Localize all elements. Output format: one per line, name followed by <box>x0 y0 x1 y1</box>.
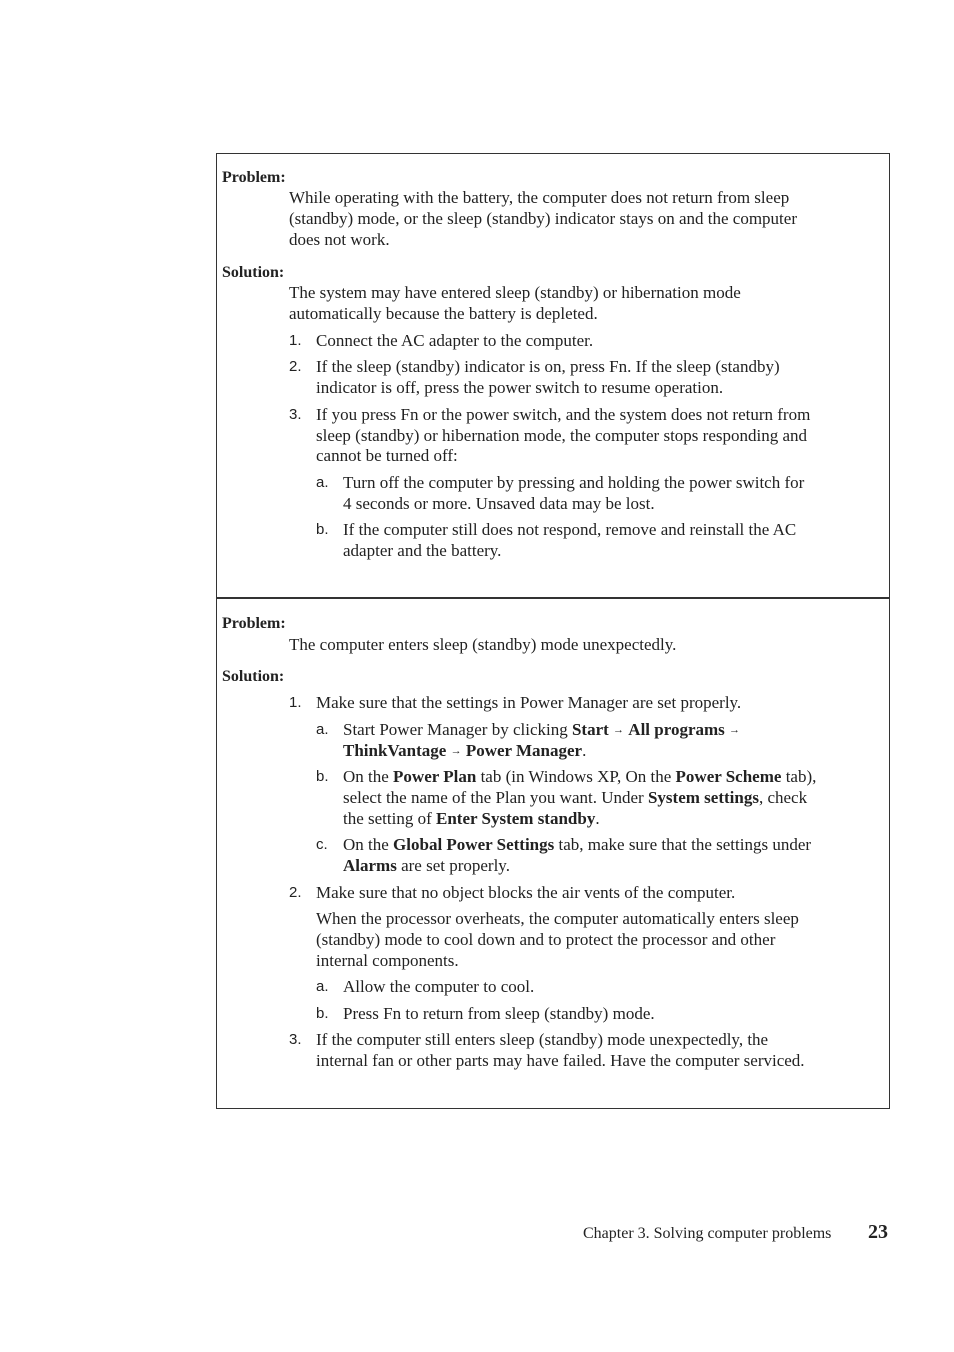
ui-alarms: Alarms <box>343 856 397 875</box>
step-text: If the sleep (standby) indicator is on, press Fn. If the sleep (standby) <box>316 357 780 376</box>
solution-label: Solution: <box>222 668 285 685</box>
step-text: internal fan or other parts may have failed. Have the computer serviced. <box>316 1051 805 1070</box>
problem-text-line: The computer enters sleep (standby) mode unexpectedly. <box>289 635 677 654</box>
substep-text: Press Fn to return from sleep (standby) mode. <box>343 1004 655 1023</box>
solution-label: Solution: <box>222 264 285 281</box>
step-text: indicator is off, press the power switch to resume operation. <box>316 378 724 397</box>
step-number: 2. <box>289 358 302 375</box>
substep-text <box>343 766 816 787</box>
ui-system-settings: System settings <box>647 788 759 807</box>
step-text: Make sure that no object blocks the air vents of the computer. <box>316 883 736 902</box>
step-number: 1. <box>289 694 302 711</box>
substep-text <box>343 719 740 741</box>
text-span: On the <box>343 835 394 854</box>
step-number: 2. <box>289 884 302 901</box>
substep-text <box>343 855 510 876</box>
substep-text <box>343 740 586 762</box>
step-number: 3. <box>289 1031 302 1048</box>
problem-text-line: While operating with the battery, the computer does not return from sleep <box>289 188 790 207</box>
step-detail-line: When the processor overheats, the computer automatically enters sleep <box>316 909 799 928</box>
step-text: If the computer still enters sleep (standby) mode unexpectedly, the <box>316 1030 769 1049</box>
substep-text: 4 seconds or more. Unsaved data may be lost. <box>343 494 655 513</box>
step-number: 1. <box>289 332 302 349</box>
substep-letter: a. <box>316 474 329 491</box>
ui-power-scheme: Power Scheme <box>675 767 782 786</box>
text-span: the setting of <box>343 809 437 828</box>
substep-letter: c. <box>316 836 328 853</box>
substep-letter: b. <box>316 1005 329 1022</box>
ui-path-start: Start <box>571 720 609 739</box>
text-span: . <box>582 741 587 760</box>
step-text: sleep (standby) or hibernation mode, the computer stops responding and <box>316 426 807 445</box>
arrow-icon: → <box>613 724 625 736</box>
problem-text-line: does not work. <box>289 230 390 249</box>
step-text: Connect the AC adapter to the computer. <box>316 331 594 350</box>
step-number: 3. <box>289 406 302 423</box>
problem-box-1 <box>216 153 890 599</box>
text-span: select the name of the Plan you want. Under <box>343 788 648 807</box>
step-text: If you press Fn or the power switch, and the system does not return from <box>316 405 811 424</box>
problem-box-2 <box>216 597 890 1109</box>
substep-letter: a. <box>316 721 329 738</box>
substep-text: If the computer still does not respond, remove and reinstall the AC <box>343 520 797 539</box>
step-detail-line: (standby) mode to cool down and to protect the processor and other <box>316 930 776 949</box>
substep-text <box>343 834 811 855</box>
ui-power-plan: Power Plan <box>393 767 477 786</box>
step-text: Make sure that the settings in Power Manager are set properly. <box>316 693 742 712</box>
substep-text: adapter and the battery. <box>343 541 502 560</box>
substep-letter: b. <box>316 521 329 538</box>
ui-enter-system-standby: Enter System standby <box>436 809 596 828</box>
substep-letter: b. <box>316 768 329 785</box>
substep-text <box>343 808 600 829</box>
chapter-footer: Chapter 3. Solving computer problems <box>583 1225 832 1242</box>
solution-intro-line: automatically because the battery is depleted. <box>289 304 598 323</box>
text-span: Start Power Manager by clicking <box>343 720 572 739</box>
text-span: tab), <box>781 767 817 786</box>
substep-text: Turn off the computer by pressing and holding the power switch for <box>343 473 805 492</box>
substep-text: Allow the computer to cool. <box>343 977 535 996</box>
text-span: . <box>595 809 600 828</box>
text-span: On the <box>343 767 394 786</box>
ui-global-power-settings: Global Power Settings <box>393 835 555 854</box>
problem-text-line: (standby) mode, or the sleep (standby) indicator stays on and the computer <box>289 209 797 228</box>
problem-label: Problem: <box>222 615 286 632</box>
ui-path-all-programs: All programs <box>628 720 725 739</box>
substep-text <box>343 787 807 808</box>
problem-label: Problem: <box>222 169 286 186</box>
text-span: , check <box>758 788 808 807</box>
text-span: are set properly. <box>396 856 510 875</box>
ui-path-power-manager: Power Manager <box>465 741 583 760</box>
step-text: cannot be turned off: <box>316 446 458 465</box>
solution-intro-line: The system may have entered sleep (standby) or hibernation mode <box>289 283 741 302</box>
step-detail-line: internal components. <box>316 951 459 970</box>
text-span: tab, make sure that the settings under <box>554 835 812 854</box>
substep-letter: a. <box>316 978 329 995</box>
ui-path-thinkvantage: ThinkVantage <box>343 741 447 760</box>
page-number: 23 <box>868 1221 888 1243</box>
text-span: tab (in Windows XP, On the <box>476 767 676 786</box>
arrow-icon: → <box>450 745 462 757</box>
arrow-icon: → <box>729 724 741 736</box>
